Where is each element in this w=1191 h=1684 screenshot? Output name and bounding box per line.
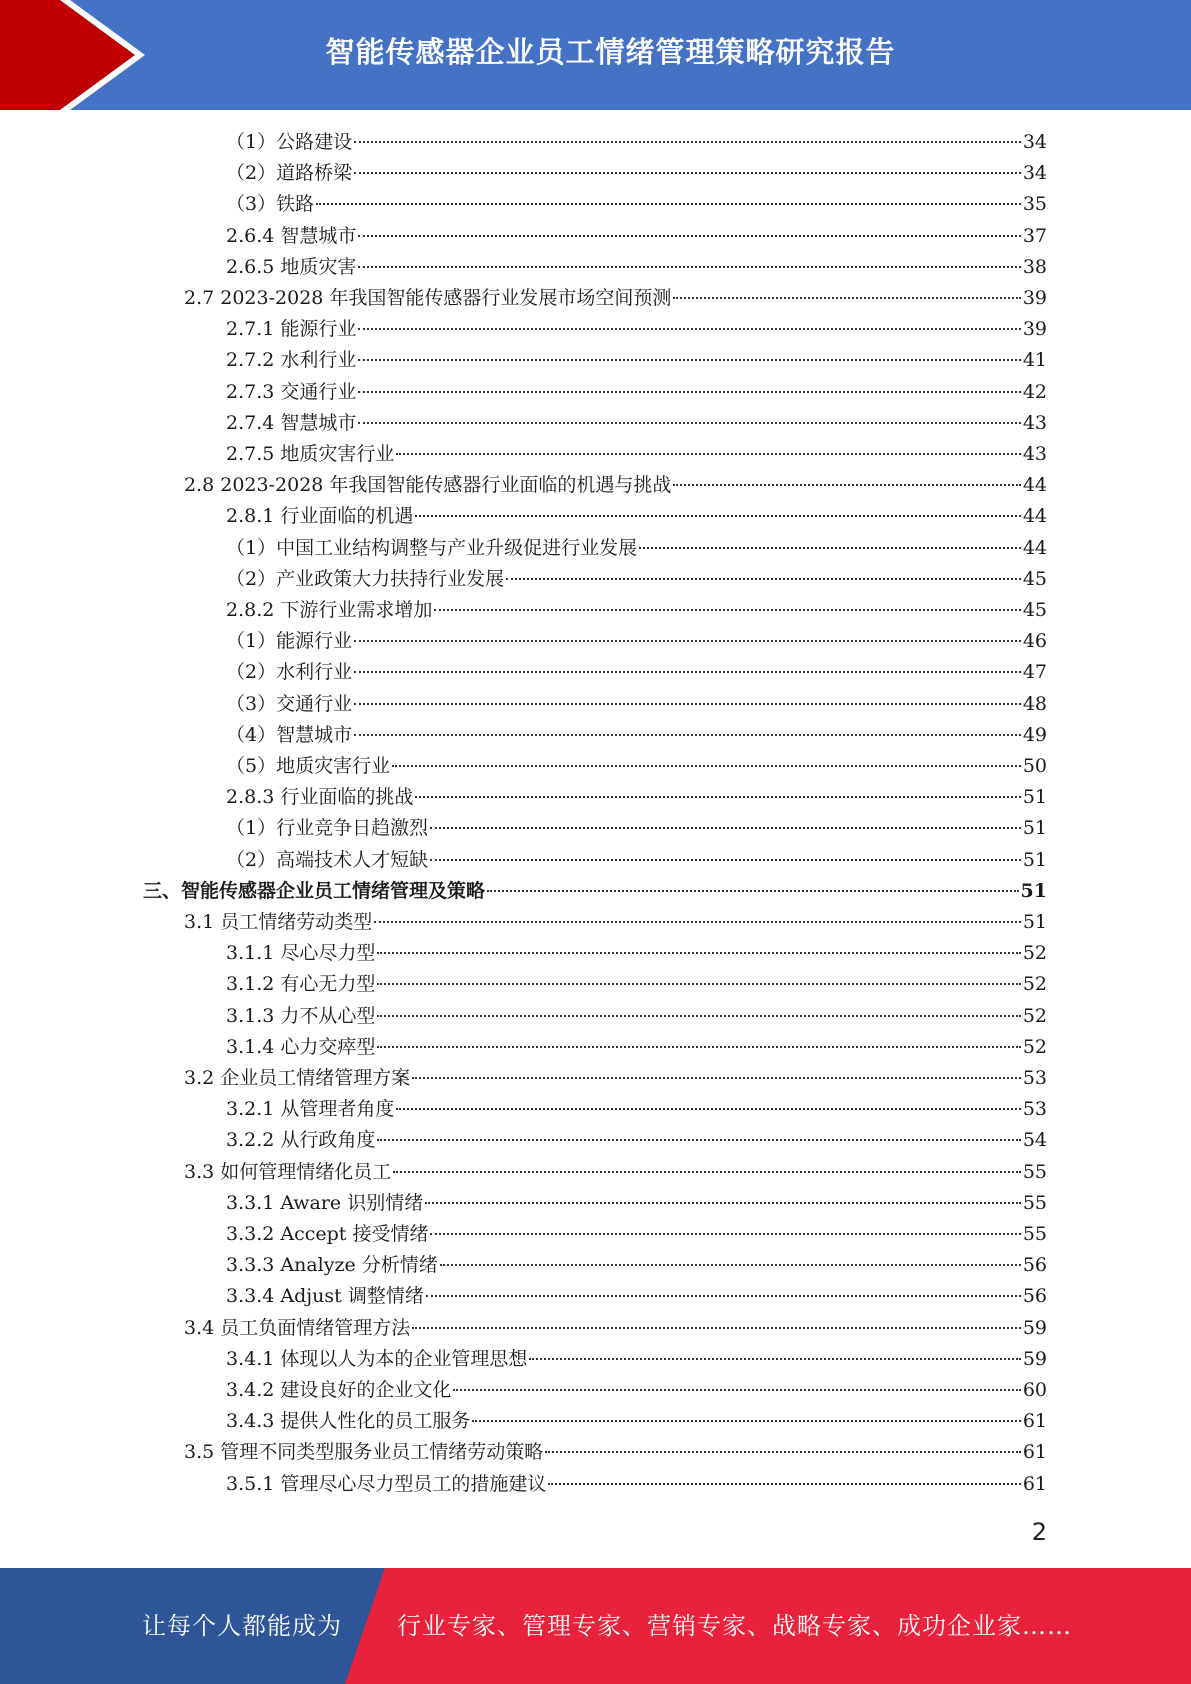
toc-entry-title: （2）道路桥梁: [226, 162, 353, 185]
toc-dot-leader: [430, 1233, 1020, 1235]
footer-slogan-left: 让每个人都能成为: [142, 1612, 342, 1640]
toc-entry-page: 38: [1022, 255, 1047, 278]
toc-entry-title: 2.7.1 能源行业: [226, 318, 357, 341]
toc-dot-leader: [374, 921, 1021, 923]
toc-entry-title: 2.7.2 水利行业: [226, 349, 357, 372]
toc-entry-page: 56: [1022, 1254, 1047, 1277]
toc-entry-page: 59: [1022, 1347, 1047, 1370]
toc-entry-title: 2.7.5 地质灾害行业: [226, 443, 395, 465]
toc-entry[interactable]: [226, 938, 1047, 969]
toc-dot-leader: [316, 203, 1021, 205]
toc-entry-page: 48: [1022, 692, 1047, 715]
toc-entry[interactable]: [226, 314, 1047, 345]
toc-entry[interactable]: [226, 1032, 1047, 1063]
toc-entry[interactable]: [184, 470, 1047, 501]
toc-entry-page: 51: [1022, 786, 1047, 809]
toc-dot-leader: [354, 640, 1021, 642]
toc-dot-leader: [426, 1295, 1021, 1297]
toc-entry-title: 2.8.3 行业面临的挑战: [226, 786, 414, 809]
toc-dot-leader: [377, 1046, 1020, 1048]
toc-entry[interactable]: [226, 1250, 1047, 1281]
toc-entry-page: 56: [1022, 1285, 1047, 1308]
toc-entry[interactable]: [226, 158, 1047, 189]
toc-dot-leader: [354, 141, 1021, 143]
toc-entry-page: 61: [1022, 1441, 1047, 1464]
toc-dot-leader: [673, 297, 1020, 299]
toc-dot-leader: [506, 578, 1021, 580]
toc-entry-title: 3.1.4 心力交瘁型: [226, 1035, 376, 1058]
toc-entry-page: 55: [1022, 1160, 1047, 1183]
toc-entry-title: 2.6.5 地质灾害: [226, 255, 357, 278]
toc-entry-page: 55: [1022, 1191, 1047, 1214]
toc-entry-title: 3.5 管理不同类型服务业员工情绪劳动策略: [184, 1441, 544, 1464]
toc-entry[interactable]: [226, 689, 1047, 720]
toc-entry-title: （3）铁路: [226, 193, 315, 216]
toc-entry-page: 49: [1022, 723, 1047, 746]
toc-dot-leader: [392, 765, 1021, 767]
toc-dot-leader: [545, 1451, 1021, 1453]
toc-entry[interactable]: [226, 1188, 1047, 1219]
toc-entry-title: （1）中国工业结构调整与产业升级促进行业发展: [226, 536, 638, 559]
toc-entry-page: 50: [1022, 755, 1047, 777]
toc-entry-page: 44: [1022, 474, 1047, 497]
toc-entry[interactable]: [226, 595, 1047, 626]
toc-entry[interactable]: [226, 751, 1047, 782]
toc-entry[interactable]: [226, 1375, 1047, 1406]
toc-entry[interactable]: [184, 1437, 1047, 1468]
toc-entry-page: 46: [1022, 630, 1047, 653]
toc-entry[interactable]: [226, 782, 1047, 813]
toc-entry-page: 45: [1022, 567, 1047, 590]
toc-entry[interactable]: [226, 720, 1047, 751]
toc-entry-title: （2）产业政策大力扶持行业发展: [226, 567, 505, 590]
toc-entry[interactable]: [226, 1219, 1047, 1250]
toc-dot-leader: [415, 515, 1020, 517]
page-header: [0, 0, 1191, 110]
toc-entry-page: 39: [1022, 287, 1047, 309]
toc-dot-leader: [358, 359, 1020, 361]
toc-entry[interactable]: [184, 283, 1047, 314]
toc-entry[interactable]: [226, 1344, 1047, 1375]
toc-entry-page: 39: [1022, 318, 1047, 341]
toc-entry-title: 3.3 如何管理情绪化员工: [184, 1160, 392, 1183]
toc-entry[interactable]: [226, 533, 1047, 564]
toc-entry[interactable]: [184, 1313, 1047, 1344]
toc-entry-title: 2.7.4 智慧城市: [226, 411, 357, 434]
toc-entry-title: 3.1 员工情绪劳动类型: [184, 911, 373, 933]
toc-entry-page: 43: [1022, 411, 1047, 434]
toc-entry-title: 3.4.2 建设良好的企业文化: [226, 1379, 452, 1401]
toc-entry-title: （1）行业竞争日趋激烈: [226, 817, 429, 840]
toc-entry-title: 3.4.3 提供人性化的员工服务: [226, 1410, 471, 1433]
report-title: 智能传感器企业员工情绪管理策略研究报告: [325, 34, 896, 69]
toc-dot-leader: [358, 328, 1020, 330]
toc-entry-page: 52: [1022, 1004, 1047, 1027]
toc-entry-title: （2）水利行业: [226, 661, 353, 684]
toc-entry[interactable]: [226, 657, 1047, 688]
toc-entry-title: 3.5.1 管理尽心尽力型员工的措施建议: [226, 1472, 547, 1495]
toc-entry-page: 53: [1022, 1098, 1047, 1121]
toc-entry[interactable]: [226, 626, 1047, 657]
toc-entry[interactable]: [226, 813, 1047, 844]
toc-dot-leader: [412, 1077, 1021, 1079]
toc-entry-title: 3.1.3 力不从心型: [226, 1004, 376, 1027]
toc-dot-leader: [396, 1108, 1020, 1110]
toc-entry-page: 52: [1022, 973, 1047, 996]
toc-entry[interactable]: [143, 876, 1047, 907]
toc-entry-title: 3.3.2 Accept 接受情绪: [226, 1223, 429, 1245]
toc-entry-title: 3.1.1 尽心尽力型: [226, 942, 376, 965]
toc-entry-page: 54: [1022, 1129, 1047, 1152]
toc-dot-leader: [377, 1015, 1020, 1017]
toc-dot-leader: [354, 703, 1021, 705]
toc-entry-title: 2.7 2023-2028 年我国智能传感器行业发展市场空间预测: [184, 287, 672, 309]
toc-dot-leader: [415, 796, 1020, 798]
toc-entry-page: 51: [1022, 817, 1047, 840]
toc-entry[interactable]: [226, 1469, 1047, 1500]
toc-entry[interactable]: [226, 845, 1047, 876]
toc-dot-leader: [358, 422, 1020, 424]
toc-entry-page: 41: [1022, 349, 1047, 372]
toc-entry[interactable]: [226, 564, 1047, 595]
toc-entry-title: 2.8.2 下游行业需求增加: [226, 599, 433, 621]
toc-entry-title: 3.4 员工负面情绪管理方法: [184, 1316, 411, 1339]
toc-dot-leader: [430, 859, 1021, 861]
toc-entry-title: 3.4.1 体现以人为本的企业管理思想: [226, 1347, 528, 1370]
toc-entry-title: 3.3.1 Aware 识别情绪: [226, 1191, 424, 1214]
toc-entry[interactable]: [226, 1094, 1047, 1125]
toc-entry-title: 3.2 企业员工情绪管理方案: [184, 1067, 411, 1089]
toc-entry-title: 2.7.3 交通行业: [226, 380, 357, 403]
toc-entry[interactable]: [226, 439, 1047, 470]
toc-dot-leader: [358, 266, 1020, 268]
toc-entry-title: 3.2.2 从行政角度: [226, 1129, 376, 1152]
toc-entry-title: 3.2.1 从管理者角度: [226, 1098, 395, 1121]
toc-entry-page: 59: [1022, 1316, 1047, 1339]
toc-entry[interactable]: [226, 127, 1047, 158]
toc-dot-leader: [358, 391, 1020, 393]
toc-entry-page: 42: [1022, 380, 1047, 403]
toc-entry-page: 52: [1022, 942, 1047, 965]
toc-entry-page: 34: [1022, 131, 1047, 153]
toc-entry-page: 51: [1020, 879, 1047, 902]
toc-entry-page: 47: [1022, 661, 1047, 684]
toc-entry[interactable]: [226, 345, 1047, 376]
toc-dot-leader: [393, 1171, 1021, 1173]
toc-dot-leader: [354, 671, 1021, 673]
toc-entry-page: 52: [1022, 1035, 1047, 1058]
toc-entry-page: 37: [1022, 224, 1047, 247]
footer-slogan-right: 行业专家、管理专家、营销专家、战略专家、成功企业家……: [397, 1612, 1072, 1640]
page-number: 2: [1031, 1518, 1047, 1546]
toc-entry[interactable]: [226, 221, 1047, 252]
toc-entry-page: 44: [1022, 536, 1047, 559]
toc-entry-page: 60: [1022, 1379, 1047, 1401]
toc-entry[interactable]: [226, 252, 1047, 283]
toc-entry-title: （1）公路建设: [226, 131, 353, 153]
toc-dot-leader: [430, 827, 1021, 829]
toc-entry-page: 45: [1022, 599, 1047, 621]
toc-entry[interactable]: [226, 408, 1047, 439]
toc-dot-leader: [639, 547, 1021, 549]
toc-dot-leader: [487, 890, 1019, 892]
toc-entry-title: （4）智慧城市: [226, 723, 353, 746]
toc-dot-leader: [358, 235, 1020, 237]
toc-entry-title: 三、智能传感器企业员工情绪管理及策略: [143, 879, 486, 902]
toc-dot-leader: [412, 1327, 1021, 1329]
toc-entry[interactable]: [226, 501, 1047, 532]
toc-entry-title: （3）交通行业: [226, 692, 353, 715]
toc-entry[interactable]: [226, 377, 1047, 408]
toc-dot-leader: [425, 1202, 1021, 1204]
toc-dot-leader: [354, 734, 1021, 736]
toc-dot-leader: [377, 1139, 1020, 1141]
toc-entry-page: 55: [1022, 1223, 1047, 1245]
toc-dot-leader: [529, 1358, 1020, 1360]
toc-entry-title: 3.1.2 有心无力型: [226, 973, 376, 996]
toc-dot-leader: [354, 172, 1021, 174]
toc-entry-title: （5）地质灾害行业: [226, 755, 391, 777]
toc-dot-leader: [434, 609, 1020, 611]
toc-entry[interactable]: [184, 1157, 1047, 1188]
toc-entry[interactable]: [226, 1406, 1047, 1437]
toc-entry[interactable]: [226, 969, 1047, 1000]
toc-entry[interactable]: [226, 1281, 1047, 1312]
toc-entry-page: 34: [1022, 162, 1047, 185]
page-footer: [0, 1568, 1191, 1684]
toc-entry-page: 35: [1022, 193, 1047, 216]
toc-entry-page: 44: [1022, 505, 1047, 528]
toc-entry-title: 2.8.1 行业面临的机遇: [226, 505, 414, 528]
toc-entry[interactable]: [226, 1001, 1047, 1032]
toc-dot-leader: [472, 1420, 1020, 1422]
toc-entry-title: 2.6.4 智慧城市: [226, 224, 357, 247]
toc-entry[interactable]: [184, 907, 1047, 938]
toc-entry-title: （2）高端技术人才短缺: [226, 848, 429, 871]
toc-entry-page: 61: [1022, 1410, 1047, 1433]
toc-entry-title: 3.3.3 Analyze 分析情绪: [226, 1254, 438, 1277]
toc-entry-page: 51: [1022, 911, 1047, 933]
toc-dot-leader: [548, 1483, 1020, 1485]
toc-dot-leader: [453, 1389, 1020, 1391]
toc-entry[interactable]: [226, 189, 1047, 220]
toc-entry-title: 2.8 2023-2028 年我国智能传感器行业面临的机遇与挑战: [184, 474, 672, 497]
toc-entry-page: 51: [1022, 848, 1047, 871]
toc-dot-leader: [396, 453, 1020, 455]
toc-dot-leader: [673, 484, 1020, 486]
toc-dot-leader: [377, 983, 1020, 985]
toc-entry[interactable]: [226, 1125, 1047, 1156]
toc-entry-page: 53: [1022, 1067, 1047, 1089]
toc-entry-page: 43: [1022, 443, 1047, 465]
toc-entry-page: 61: [1022, 1472, 1047, 1495]
toc-entry-title: 3.3.4 Adjust 调整情绪: [226, 1285, 424, 1308]
toc-entry[interactable]: [184, 1063, 1047, 1094]
toc-dot-leader: [440, 1264, 1021, 1266]
toc-entry-title: （1）能源行业: [226, 630, 353, 653]
toc-dot-leader: [377, 952, 1020, 954]
